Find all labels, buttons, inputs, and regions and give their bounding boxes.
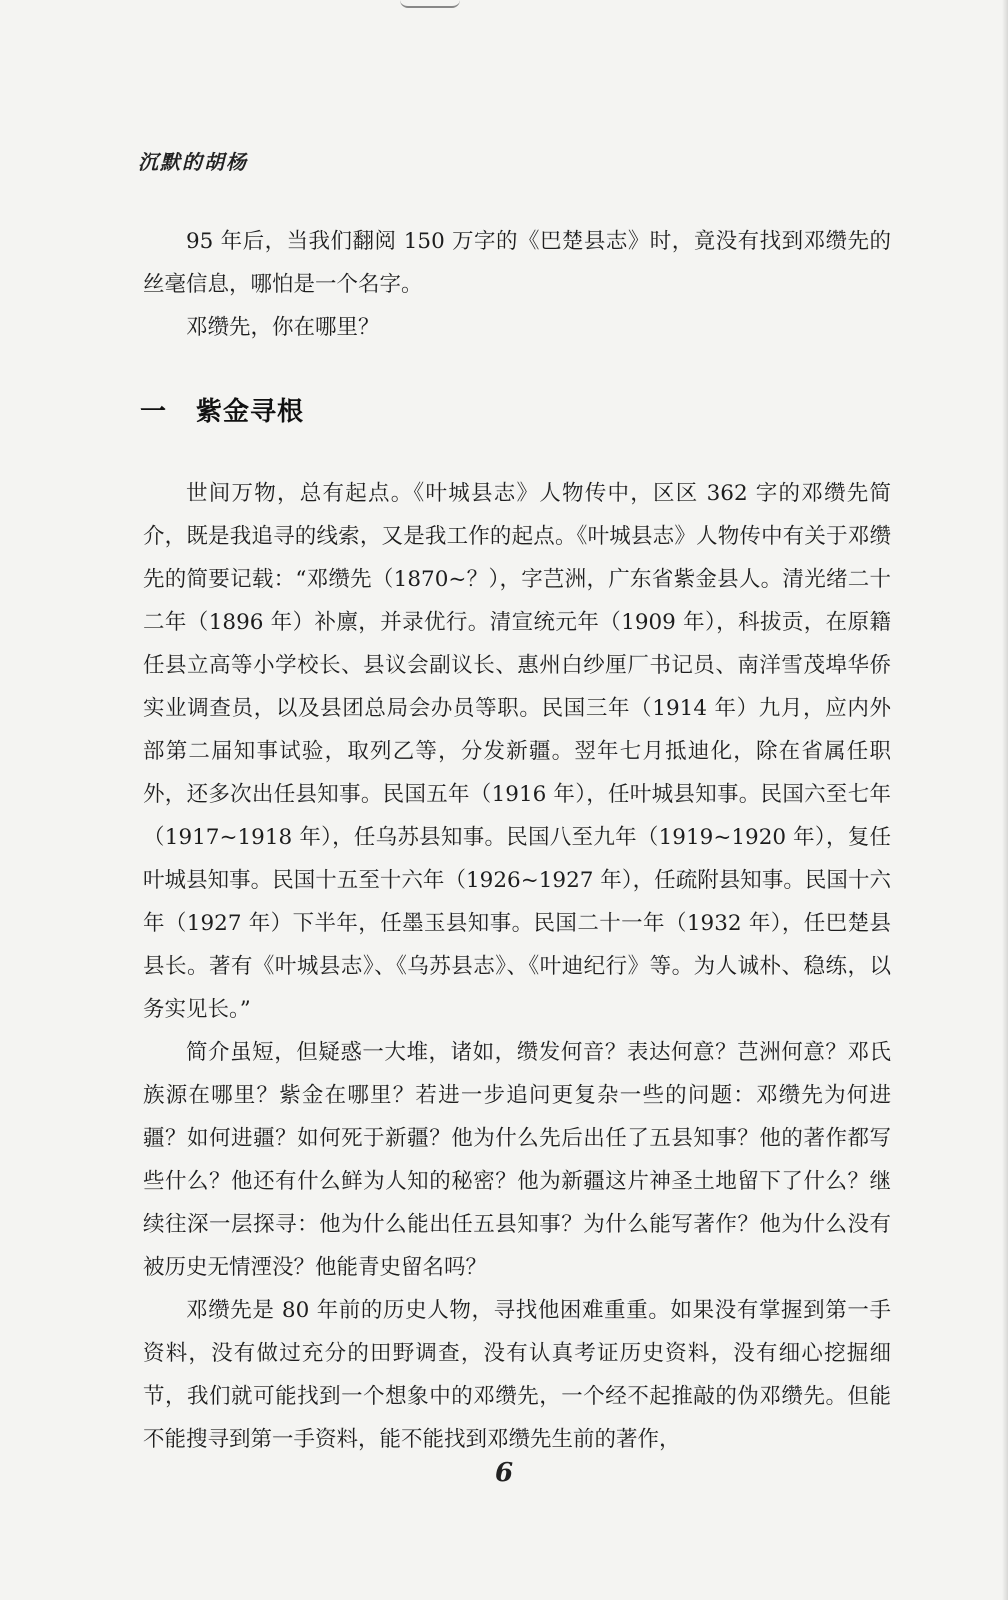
- paragraph-intro-2: 邓缵先，你在哪里？: [186, 315, 380, 340]
- page-body: [140, 220, 891, 1461]
- paragraph-questions: 简介虽短，但疑惑一大堆，诸如，缵发何音？表达何意？芑洲何意？邓氏族源在哪里？紫金在哪里？若进一步追问更复杂一些的问题：邓缵先为何进疆？如何进疆？如何死于新疆？他为什么先后出任了五县知事？他的著作都写些什么？他还有什么鲜为人知的秘密？他为新疆这片神圣土地留下了什么？继续往深一层探寻：他为什么能出任五县知事？为什么能写著作？他为什么没有被历史无情湮没？他能青史留名吗？: [143, 1040, 891, 1280]
- section-number: 一: [140, 397, 167, 427]
- running-header: 沉默的胡杨: [138, 150, 248, 174]
- paragraph-biography: 世间万物，总有起点。《叶城县志》人物传中，区区 362 字的邓缵先简介，既是我追寻的线索，又是我工作的起点。《叶城县志》人物传中有关于邓缵先的简要记载：“邓缵先（1870~？），字芑洲，广东省紫金县人。清光绪二十二年（1896 年）补廪，并录优行。清宣统元年（1909 年），科拔贡，在原籍任县立高等小学校长、县议会副议长、惠州白纱厘厂书记员、南洋雪茂埠华侨实业调查员，以及县团总局会办员等职。民国三年（1914 年）九月，应内外部第二届知事试验，取列乙等，分发新疆。翌年七月抵迪化，除在省属任职外，还多次出任县知事。民国五年（1916 年），任叶城县知事。民国六至七年（1917~1918 年），任乌苏县知事。民国八至九年（1919~1920 年），复任叶城县知事。民国十五至十六年（1926~1927 年），任疏附县知事。民国十六年（1927 年）下半年，任墨玉县知事。民国二十一年（1932 年），任巴楚县县长。著有《叶城县志》、《乌苏县志》、《叶迪纪行》等。为人诚朴、稳练，以务实见长。”: [143, 481, 891, 1022]
- paragraph-intro-1: 95 年后，当我们翻阅 150 万字的《巴楚县志》时，竟没有找到邓缵先的丝毫信息，哪怕是一个名字。: [143, 229, 891, 297]
- scan-artifact-right-edge: [1002, 0, 1008, 1600]
- section-heading: [140, 391, 891, 428]
- paragraph-research: 邓缵先是 80 年前的历史人物，寻找他困难重重。如果没有掌握到第一手资料，没有做过充分的田野调查，没有认真考证历史资料，没有细心挖掘细节，我们就可能找到一个想象中的邓缵先，一个经不起推敲的伪邓缵先。但能不能搜寻到第一手资料，能不能找到邓缵先生前的著作，: [143, 1298, 891, 1452]
- scan-artifact-top: [400, 0, 460, 8]
- section-title: 紫金寻根: [196, 397, 305, 427]
- page-number: 6: [494, 1458, 514, 1488]
